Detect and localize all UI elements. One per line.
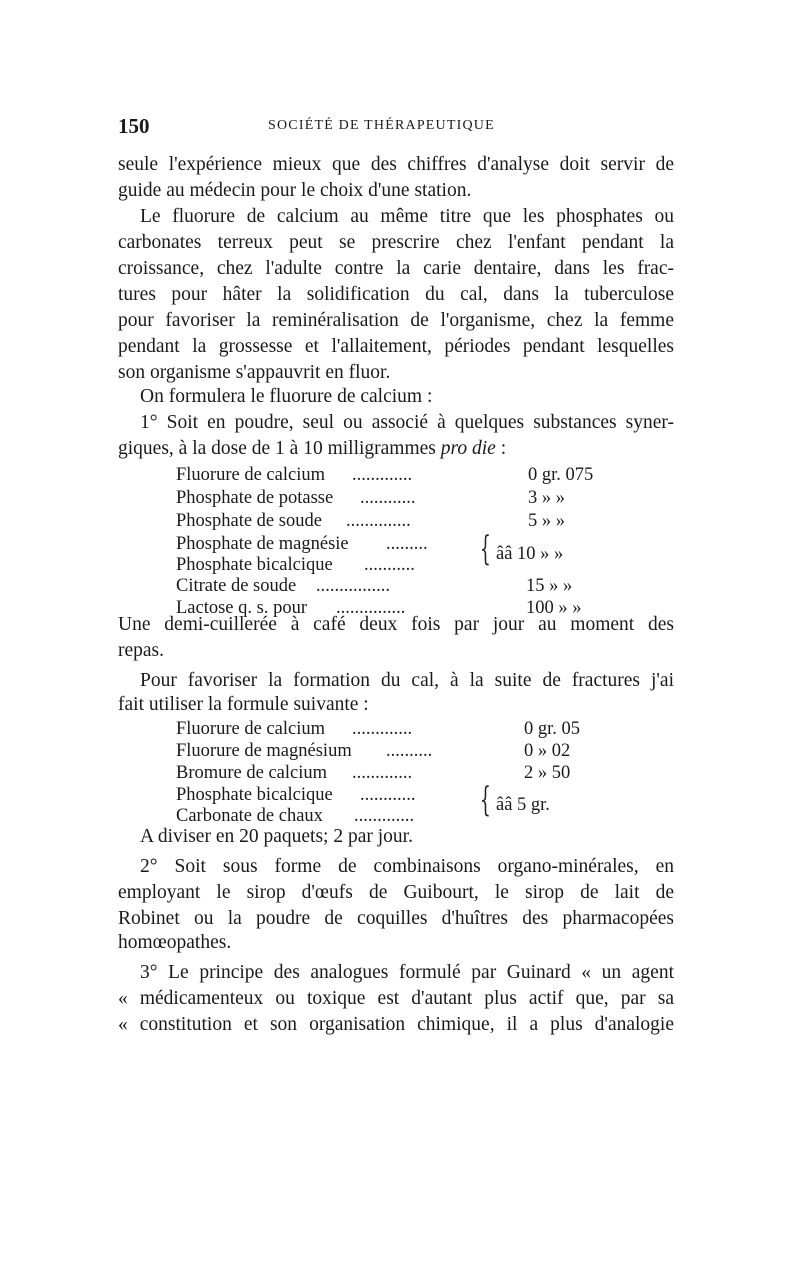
text-line: On formulera le fluorure de calcium : [140,386,433,407]
formula-ingredient: Citrate de soude [176,576,297,596]
text-line: Une demi-cuillerée à café deux fois par jour au moment des [118,614,674,635]
formula-ingredient: Fluorure de magnésium [176,741,352,761]
text-line: carbonates terreux peut se prescrire chez l'enfant pendant la [118,232,674,253]
formula-ingredient: Phosphate de potasse [176,488,334,508]
formula-row [176,464,636,486]
formula-quantity: 2 » 50 [524,763,571,783]
formula-ingredient: Phosphate de magnésie [176,534,349,554]
italic-text: pro die [440,438,496,459]
formula-quantity: 0 » 02 [524,741,571,761]
formula-quantity: 5 » » [528,511,565,531]
text-line: son organisme s'appauvrit en fluor. [118,362,391,383]
leader-dots: .......... [386,741,433,761]
leader-dots: ........... [364,555,415,575]
brace-icon: { [480,780,491,820]
text-line: seule l'expérience mieux que des chiffres d'analyse doit servir de [118,154,674,175]
leader-dots: ............. [354,806,415,826]
leader-dots: ............ [360,488,416,508]
formula-ingredient: Phosphate bicalcique [176,555,333,575]
leader-dots: ............. [352,465,413,485]
formula-quantity: ââ 10 » » [496,544,564,564]
text-span: giques, à la dose de 1 à 10 milligrammes [118,438,441,459]
formula-row [176,762,636,784]
formula-ingredient: Lactose q. s. pour [176,598,308,618]
leader-dots: ................ [316,576,390,596]
text-line: homœopathes. [118,932,232,953]
text-line: croissance, chez l'adulte contre la carie dentaire, dans les frac- [118,258,674,279]
text-line: « constitution et son organisation chimique, il a plus d'analogie [118,1014,674,1035]
text-line: fait utiliser la formule suivante : [118,694,369,715]
text-line [118,436,674,462]
text-line: pour favoriser la reminéralisation de l'organisme, chez la femme [118,310,674,331]
formula-row [176,718,636,740]
formula-ingredient: Phosphate bicalcique [176,785,333,805]
text-line: guide au médecin pour le choix d'une station. [118,180,472,201]
leader-dots: ............... [336,598,406,618]
formula-ingredient: Fluorure de calcium [176,465,325,485]
text-line: pendant la grossesse et l'allaitement, périodes pendant lesquelles [118,336,674,357]
leader-dots: .............. [346,511,411,531]
formula-ingredient: Carbonate de chaux [176,806,323,826]
formula-quantity: 3 » » [528,488,565,508]
leader-dots: ......... [386,534,428,554]
page-number: 150 [118,114,150,138]
text-line: « médicamenteux ou toxique est d'autant plus actif que, par sa [118,988,674,1009]
text-line: Le fluorure de calcium au même titre que les phosphates ou [140,206,674,227]
formula-quantity: 15 » » [526,576,573,596]
text-line: 3° Le principe des analogues formulé par Guinard « un agent [140,962,674,983]
formula-quantity: 0 gr. 05 [524,719,581,739]
text-line: tures pour hâter la solidification du cal, dans la tuberculose [118,284,674,305]
formula-row [176,554,636,576]
formula-row [176,510,636,532]
leader-dots: ............. [352,763,413,783]
text-line: 2° Soit sous forme de combinaisons organo-minérales, en [140,856,674,877]
formula-ingredient: Bromure de calcium [176,763,328,783]
text-span: : [495,438,507,459]
formula-ingredient: Fluorure de calcium [176,719,325,739]
formula-ingredient: Phosphate de soude [176,511,322,531]
formula-quantity: 0 gr. 075 [528,465,594,485]
formula-row [176,487,636,509]
brace-icon: { [480,529,491,569]
page-header [118,114,674,138]
text-line: 1° Soit en poudre, seul ou associé à quelques substances syner- [140,412,674,433]
formula-quantity: 100 » » [526,598,582,618]
formula-row [176,740,636,762]
formula-row [176,575,636,597]
leader-dots: ............. [352,719,413,739]
formula-row [176,533,636,555]
text-line: employant le sirop d'œufs de Guibourt, le sirop de lait de [118,882,674,903]
text-line: Pour favoriser la formation du cal, à la suite de fractures j'ai [140,670,674,691]
leader-dots: ............ [360,785,416,805]
text-line: A diviser en 20 paquets; 2 par jour. [140,826,413,847]
running-title: SOCIÉTÉ DE THÉRAPEUTIQUE [268,118,495,133]
text-line: repas. [118,640,165,661]
formula-row [176,784,636,806]
text-line: Robinet ou la poudre de coquilles d'huîtres des pharmacopées [118,908,674,929]
formula-quantity: ââ 5 gr. [496,795,550,815]
